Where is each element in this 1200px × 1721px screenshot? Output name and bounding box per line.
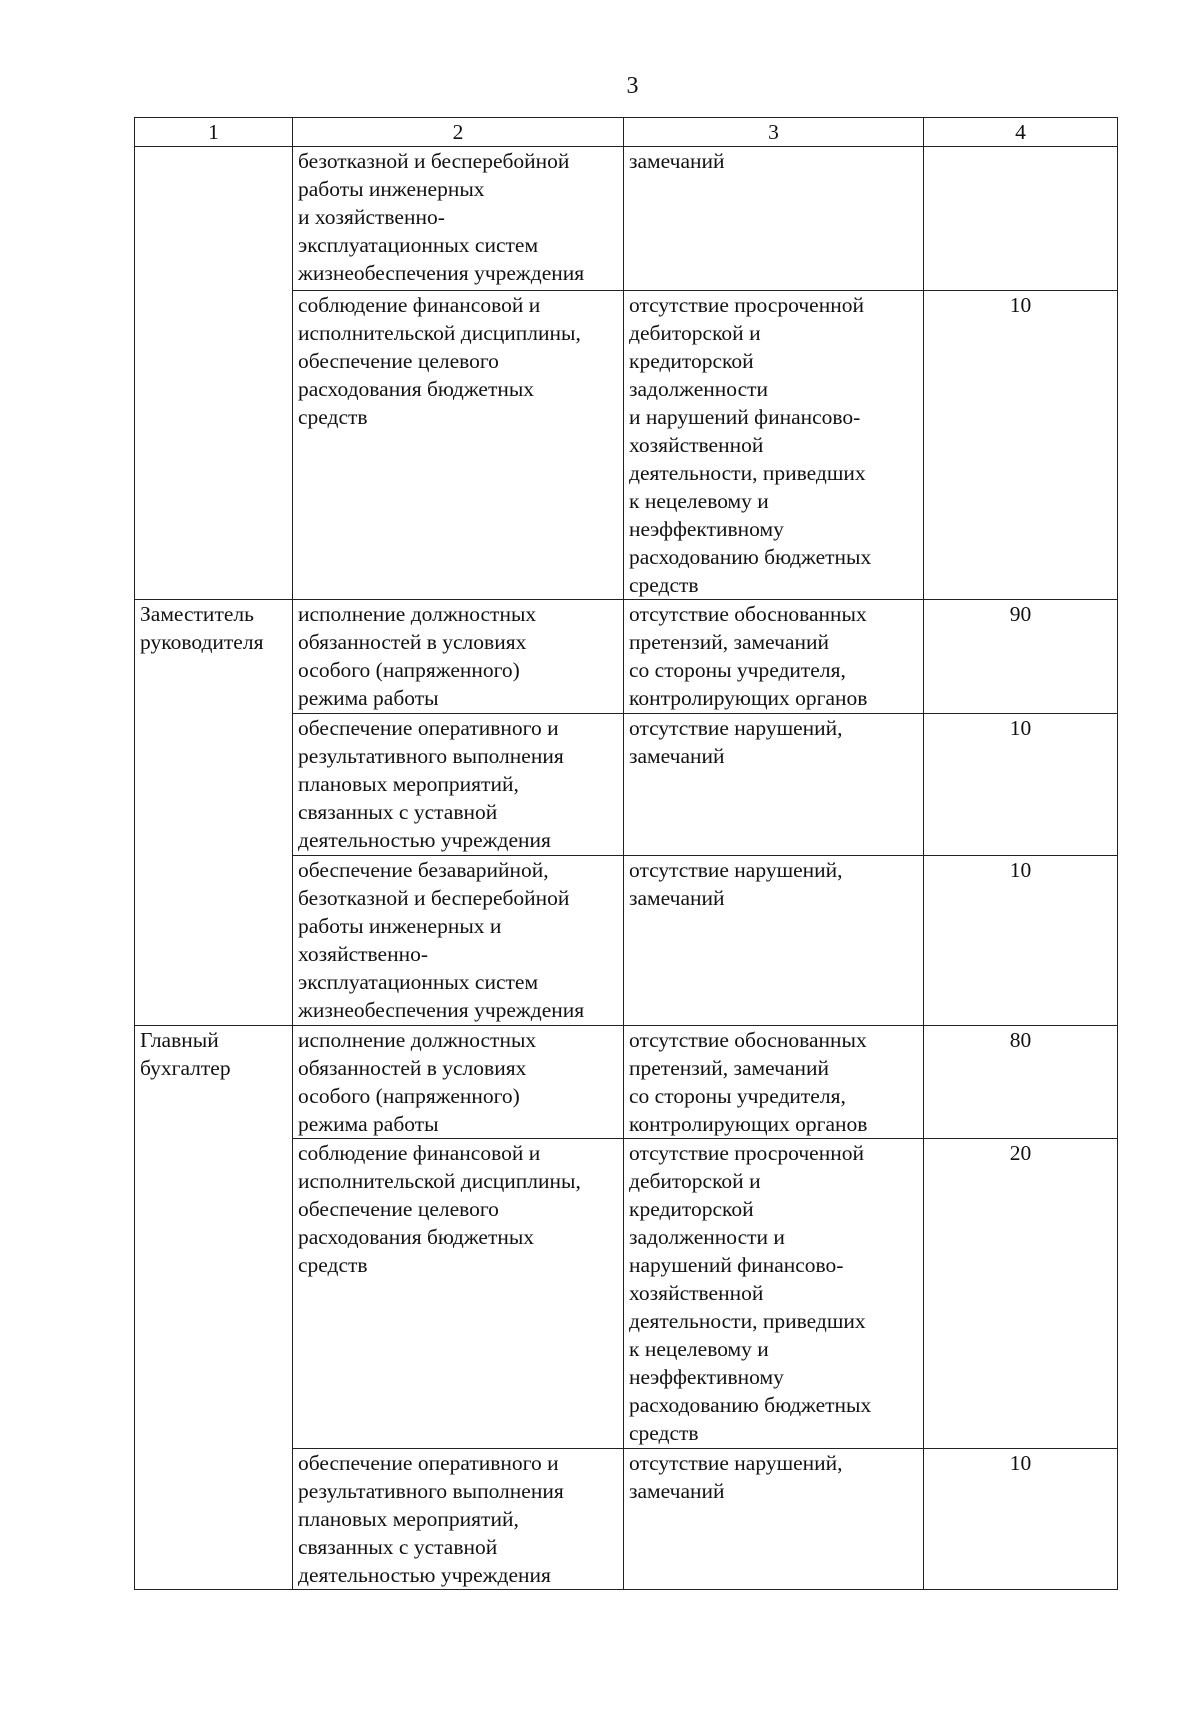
indicator-cell: соблюдение финансовой и исполнительской дисциплины, обеспечение целевого расходования бюджетных средств bbox=[293, 1139, 624, 1449]
header-cell-3: 3 bbox=[624, 118, 924, 147]
criterion-cell: отсутствие нарушений, замечаний bbox=[624, 1449, 924, 1590]
position-cell bbox=[135, 1139, 293, 1449]
table-row bbox=[135, 600, 1118, 714]
page-number: 3 bbox=[626, 73, 639, 99]
indicator-cell: обеспечение безаварийной, безотказной и бесперебойной работы инженерных и хозяйственно- эксплуатационных систем жизнеобеспечения учреждения bbox=[293, 856, 624, 1026]
criteria-table bbox=[134, 117, 1118, 1590]
indicator-cell: безотказной и бесперебойной работы инженерных и хозяйственно- эксплуатационных систем жизнеобеспечения учреждения bbox=[293, 147, 624, 291]
position-cell bbox=[135, 147, 293, 291]
table-row bbox=[135, 1449, 1118, 1590]
value-cell: 90 bbox=[924, 600, 1118, 714]
value-cell: 10 bbox=[924, 714, 1118, 856]
value-cell: 10 bbox=[924, 291, 1118, 600]
position-cell bbox=[135, 856, 293, 1026]
position-cell: Главный бухгалтер bbox=[135, 1026, 293, 1139]
table-row bbox=[135, 1026, 1118, 1139]
value-cell bbox=[924, 147, 1118, 291]
position-cell: Заместитель руководителя bbox=[135, 600, 293, 714]
table-row bbox=[135, 1139, 1118, 1449]
table-header-row bbox=[135, 118, 1118, 147]
header-cell-4: 4 bbox=[924, 118, 1118, 147]
criterion-cell: отсутствие просроченной дебиторской и кредиторской задолженности и нарушений финансово- хозяйственной деятельности, приведших к нецелевому и неэффективному расходованию бюджетных средств bbox=[624, 1139, 924, 1449]
value-cell: 20 bbox=[924, 1139, 1118, 1449]
position-cell bbox=[135, 714, 293, 856]
indicator-cell: обеспечение оперативного и результативного выполнения плановых мероприятий, связанных с уставной деятельностью учреждения bbox=[293, 1449, 624, 1590]
header-cell-1: 1 bbox=[135, 118, 293, 147]
table-row bbox=[135, 856, 1118, 1026]
position-cell bbox=[135, 291, 293, 600]
value-cell: 10 bbox=[924, 856, 1118, 1026]
criterion-cell: отсутствие обоснованных претензий, замечаний со стороны учредителя, контролирующих органов bbox=[624, 600, 924, 714]
criterion-cell: отсутствие обоснованных претензий, замечаний со стороны учредителя, контролирующих органов bbox=[624, 1026, 924, 1139]
table-row bbox=[135, 714, 1118, 856]
position-cell bbox=[135, 1449, 293, 1590]
value-cell: 10 bbox=[924, 1449, 1118, 1590]
value-cell: 80 bbox=[924, 1026, 1118, 1139]
criterion-cell: отсутствие просроченной дебиторской и кредиторской задолженности и нарушений финансово- хозяйственной деятельности, приведших к нецелевому и неэффективному расходованию бюджетных средств bbox=[624, 291, 924, 600]
header-cell-2: 2 bbox=[293, 118, 624, 147]
table-row bbox=[135, 291, 1118, 600]
indicator-cell: исполнение должностных обязанностей в условиях особого (напряженного) режима работы bbox=[293, 600, 624, 714]
criterion-cell: отсутствие нарушений, замечаний bbox=[624, 714, 924, 856]
indicator-cell: обеспечение оперативного и результативного выполнения плановых мероприятий, связанных с уставной деятельностью учреждения bbox=[293, 714, 624, 856]
criterion-cell: отсутствие нарушений, замечаний bbox=[624, 856, 924, 1026]
table-row bbox=[135, 147, 1118, 291]
criterion-cell: замечаний bbox=[624, 147, 924, 291]
indicator-cell: соблюдение финансовой и исполнительской дисциплины, обеспечение целевого расходования бюджетных средств bbox=[293, 291, 624, 600]
indicator-cell: исполнение должностных обязанностей в условиях особого (напряженного) режима работы bbox=[293, 1026, 624, 1139]
